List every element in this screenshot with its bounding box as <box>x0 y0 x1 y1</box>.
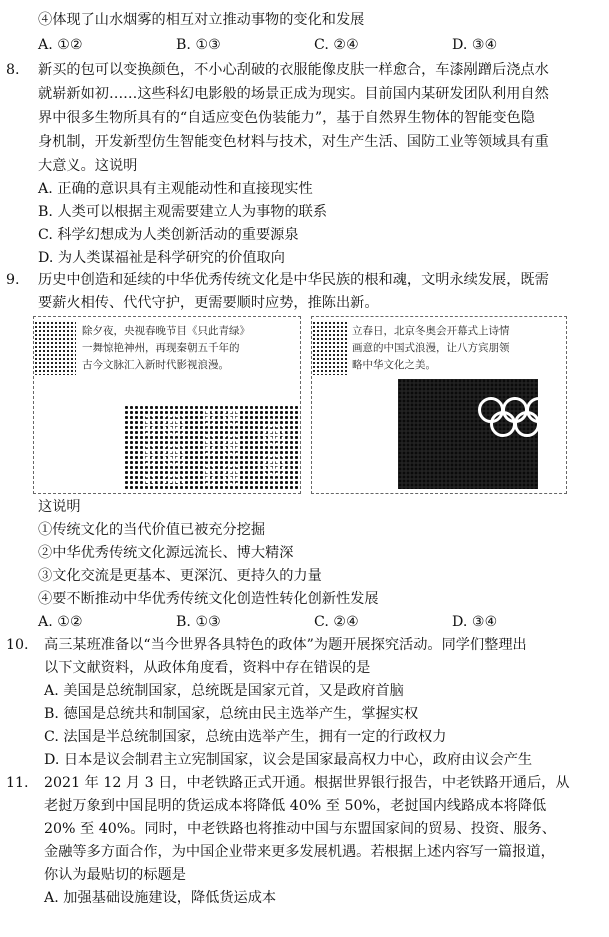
q9-left-caption-1: 除夕夜，央视春晚节目《只此青绿》 <box>82 325 250 337</box>
q11-line-3: 20% 至 40%。同时，中老铁路也将推动中国与东盟国家间的贸易、投资、服务、 <box>44 821 556 837</box>
q9-options <box>38 612 598 632</box>
q7-option-d: D. ③④ <box>452 37 498 53</box>
q9-option-a: A. ①② <box>38 614 83 630</box>
q10-line-2: 以下文献资料，从政体角度看，资料中存在错误的是 <box>44 660 371 676</box>
q8-option-a: A. 正确的意识具有主观能动性和直接现实性 <box>38 181 313 197</box>
q11-number: 11. <box>6 775 29 791</box>
q7-option-a: A. ①② <box>38 37 83 53</box>
q9-statement-3: ③文化交流是更基本、更深沉、更持久的力量 <box>38 568 322 584</box>
q9-line-1: 历史中创造和延续的中华优秀传统文化是中华民族的根和魂，文明永续发展，既需 <box>38 272 549 288</box>
q10-option-a: A. 美国是总统制国家，总统既是国家元首，又是政府首脑 <box>44 683 404 699</box>
q9-statement-4: ④要不断推动中华优秀传统文化创造性转化创新性发展 <box>38 591 379 607</box>
q9-left-caption-2: 一舞惊艳神州，再现秦朝五千年的 <box>82 342 240 354</box>
q7-option-c: C. ②④ <box>314 37 359 53</box>
q8-line-5: 大意义。这说明 <box>38 158 138 174</box>
q9-line-2: 要薪火相传、代代守护，更需要顺时应势，推陈出新。 <box>38 295 379 311</box>
q9-image-left <box>33 316 301 494</box>
q8-number: 8. <box>6 62 20 78</box>
q11-line-5: 你认为最贴切的标题是 <box>44 867 186 883</box>
q9-left-caption-3: 古今文脉汇入新时代影视浪漫。 <box>82 359 229 371</box>
q7-options <box>38 35 598 55</box>
q10-number: 10. <box>6 637 29 653</box>
q8-line-1: 新买的包可以变换颜色，不小心刮破的衣服能像皮肤一样愈合，车漆剐蹭后浇点水 <box>38 62 549 78</box>
q8-option-d: D. 为人类谋福祉是科学研究的价值取向 <box>38 250 285 266</box>
q9-option-b: B. ①③ <box>176 614 221 630</box>
q10-option-d: D. 日本是议会制君主立宪制国家，议会是国家最高权力中心，政府由议会产生 <box>44 752 533 768</box>
q10-line-1: 高三某班准备以“当今世界各具特色的政体”为题开展探究活动。同学们整理出 <box>44 637 527 653</box>
q11-line-4: 金融等多方面合作，为中国企业带来更多发展机遇。若根据上述内容写一篇报道， <box>44 844 555 860</box>
q10-option-c: C. 法国是半总统制国家，总统由选举产生，拥有一定的行政权力 <box>44 729 447 745</box>
q9-option-c: C. ②④ <box>314 614 359 630</box>
q8-line-4: 身机制，开发新型仿生智能变色材料与技术，对生产生活、国防工业等领域具有重 <box>38 134 549 150</box>
dancer-figure <box>256 417 292 483</box>
q7-option-b: B. ①③ <box>176 37 221 53</box>
olympic-ring-icon <box>490 411 516 437</box>
q11-line-1: 2021 年 12 月 3 日，中老铁路正式开通。根据世界银行报告，中老铁路开通后，从 <box>44 775 570 791</box>
q9-right-caption-3: 略中华文化之美。 <box>352 359 436 371</box>
q8-line-3: 界中很多生物所具有的“自适应变色伪装能力”，基于自然界生物体的智能变色隐 <box>38 110 535 126</box>
q8-option-c: C. 科学幻想成为人类创新活动的重要源泉 <box>38 227 299 243</box>
halftone-border <box>312 321 348 375</box>
q9-number: 9. <box>6 272 20 288</box>
q9-statement-1: ①传统文化的当代价值已被充分挖掘 <box>38 522 266 538</box>
dancer-figure <box>144 413 184 483</box>
q9-after: 这说明 <box>38 499 81 515</box>
q10-option-b: B. 德国是总统共和制国家，总统由民主选举产生，掌握实权 <box>44 706 419 722</box>
q11-line-2: 老挝万象到中国昆明的货运成本将降低 40% 至 50%，老挝国内线路成本将降低 <box>44 798 547 814</box>
q9-right-caption-1: 立春日，北京冬奥会开幕式上诗情 <box>352 325 510 337</box>
q11-option-a: A. 加强基础设施建设，降低货运成本 <box>44 890 277 906</box>
olympic-ring-icon <box>514 411 540 437</box>
q9-option-d: D. ③④ <box>452 614 498 630</box>
q9-statement-2: ②中华优秀传统文化源远流长、博大精深 <box>38 545 294 561</box>
halftone-border <box>34 321 76 375</box>
opening-ceremony-photo <box>398 379 538 489</box>
dancer-figure <box>204 409 238 485</box>
q9-image-right <box>311 316 567 494</box>
q8-line-2: 就崭新如初……这些科幻电影般的场景正成为现实。目前国内某研发团队利用自然 <box>38 86 549 102</box>
q9-right-caption-2: 画意的中国式浪漫，让八方宾朋领 <box>352 342 510 354</box>
q8-option-b: B. 人类可以根据主观需要建立人为事物的联系 <box>38 204 328 220</box>
q7-statement-4: ④体现了山水烟雾的相互对立推动事物的变化和发展 <box>38 12 365 28</box>
